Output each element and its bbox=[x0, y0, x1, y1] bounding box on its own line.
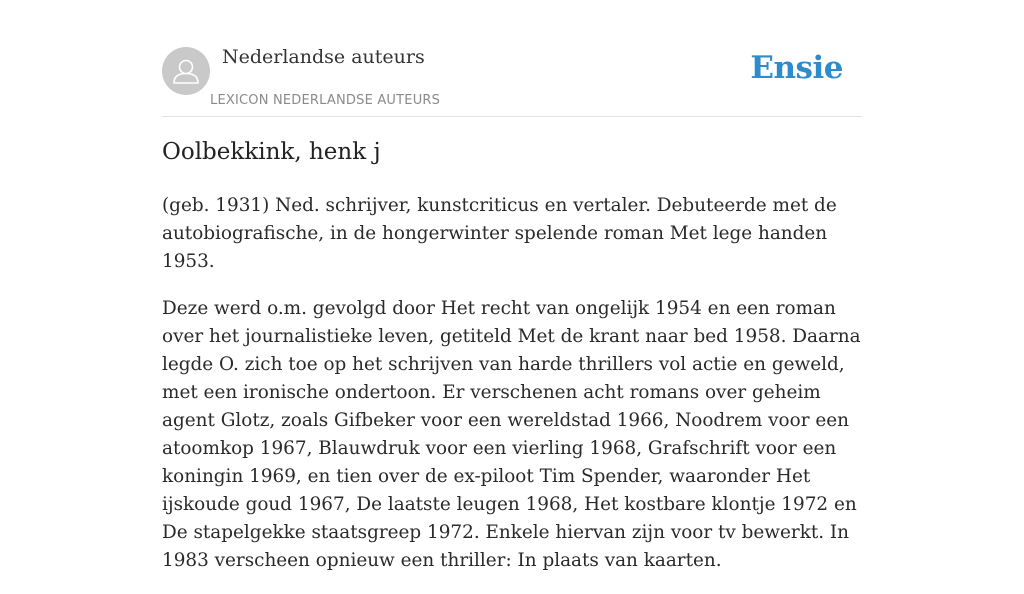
article-paragraph: (geb. 1931) Ned. schrijver, kunstcriticus en vertaler. Debuteerde met de autobiografische, in de hongerwinter spelende roman Met lege handen 1953. bbox=[162, 195, 837, 272]
ensie-logo-link[interactable]: Ensie bbox=[750, 50, 843, 86]
source-header bbox=[162, 0, 862, 117]
article-title: Oolbekkink, henk j bbox=[162, 139, 381, 165]
user-avatar-icon[interactable] bbox=[162, 47, 210, 95]
source-subtitle: LEXICON NEDERLANDSE AUTEURS bbox=[210, 93, 441, 108]
article-body bbox=[162, 192, 862, 594]
article-paragraph: Deze werd o.m. gevolgd door Het recht van ongelijk 1954 en een roman over het journalistieke leven, getiteld Met de krant naar bed 1958. Daarna legde O. zich toe op het schrijven van harde thrillers vol actie en geweld, met een ironische ondertoon. Er verschenen acht romans over geheim agent Glotz, zoals Gifbeker voor een wereldstad 1966, Noodrem voor een atoomkop 1967, Blauwdruk voor een vierling 1968, Grafschrift voor een koningin 1969, en tien over de ex-piloot Tim Spender, waaronder Het ijskoude goud 1967, De laatste leugen 1968, Het kostbare klontje 1972 en De stapelgekke staatsgreep 1972. Enkele hiervan zijn voor tv bewerkt. In 1983 verscheen opnieuw een thriller: In plaats van kaarten. bbox=[162, 298, 861, 571]
source-name-link[interactable]: Nederlandse auteurs bbox=[222, 46, 425, 68]
